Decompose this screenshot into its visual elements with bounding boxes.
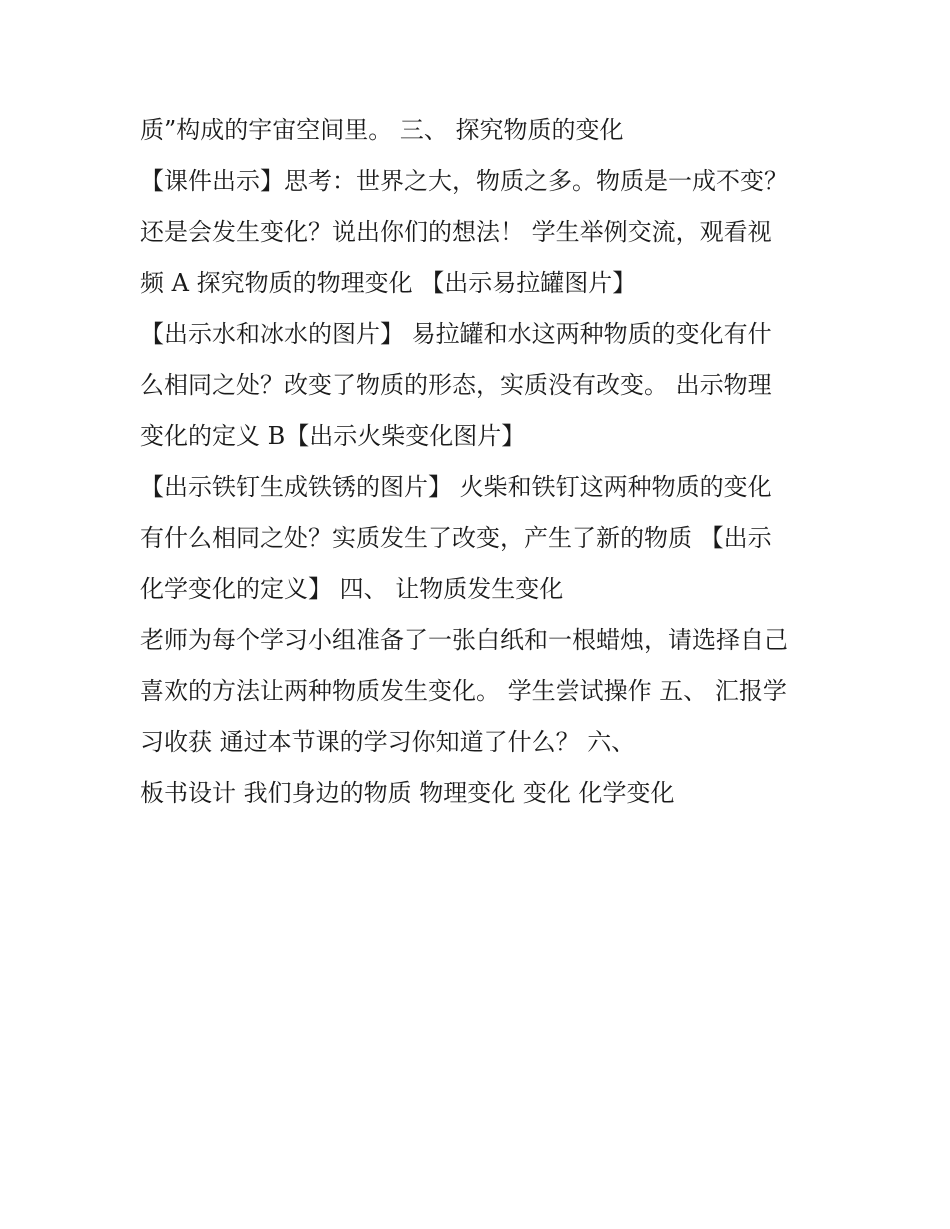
text-line: 还是会发生变化？说出你们的想法！ 学生举例交流，观看视 [140,218,772,246]
text-line: 质”构成的宇宙空间里。 三、 探究物质的变化 [140,116,624,144]
text-line: 习收获 通过本节课的学习你知道了什么？ 六、 [140,728,636,756]
text-line: 老师为每个学习小组准备了一张白纸和一根蜡烛，请选择自己 [140,626,788,654]
text-line: 变化的定义 B【出示火柴变化图片】 [140,422,526,450]
text-line: 有什么相同之处？实质发生了改变，产生了新的物质 【出示 [140,524,772,552]
text-line: 喜欢的方法让两种物质发生变化。 学生尝试操作 五、 汇报学 [140,677,787,705]
text-line: 【出示水和冰水的图片】 易拉罐和水这两种物质的变化有什 [140,320,772,348]
text-line: 化学变化的定义】 四、 让物质发生变化 [140,575,564,603]
text-line: 【出示铁钉生成铁锈的图片】 火柴和铁钉这两种物质的变化 [140,473,772,501]
text-line: 【课件出示】思考：世界之大，物质之多。物质是一成不变？ [140,167,788,195]
text-line: 板书设计 我们身边的物质 物理变化 变化 化学变化 [140,779,675,807]
text-line: 么相同之处？改变了物质的形态，实质没有改变。 出示物理 [140,371,772,399]
text-line: 频 A 探究物质的物理变化 【出示易拉罐图片】 [140,269,637,297]
body-text [140,108,830,822]
